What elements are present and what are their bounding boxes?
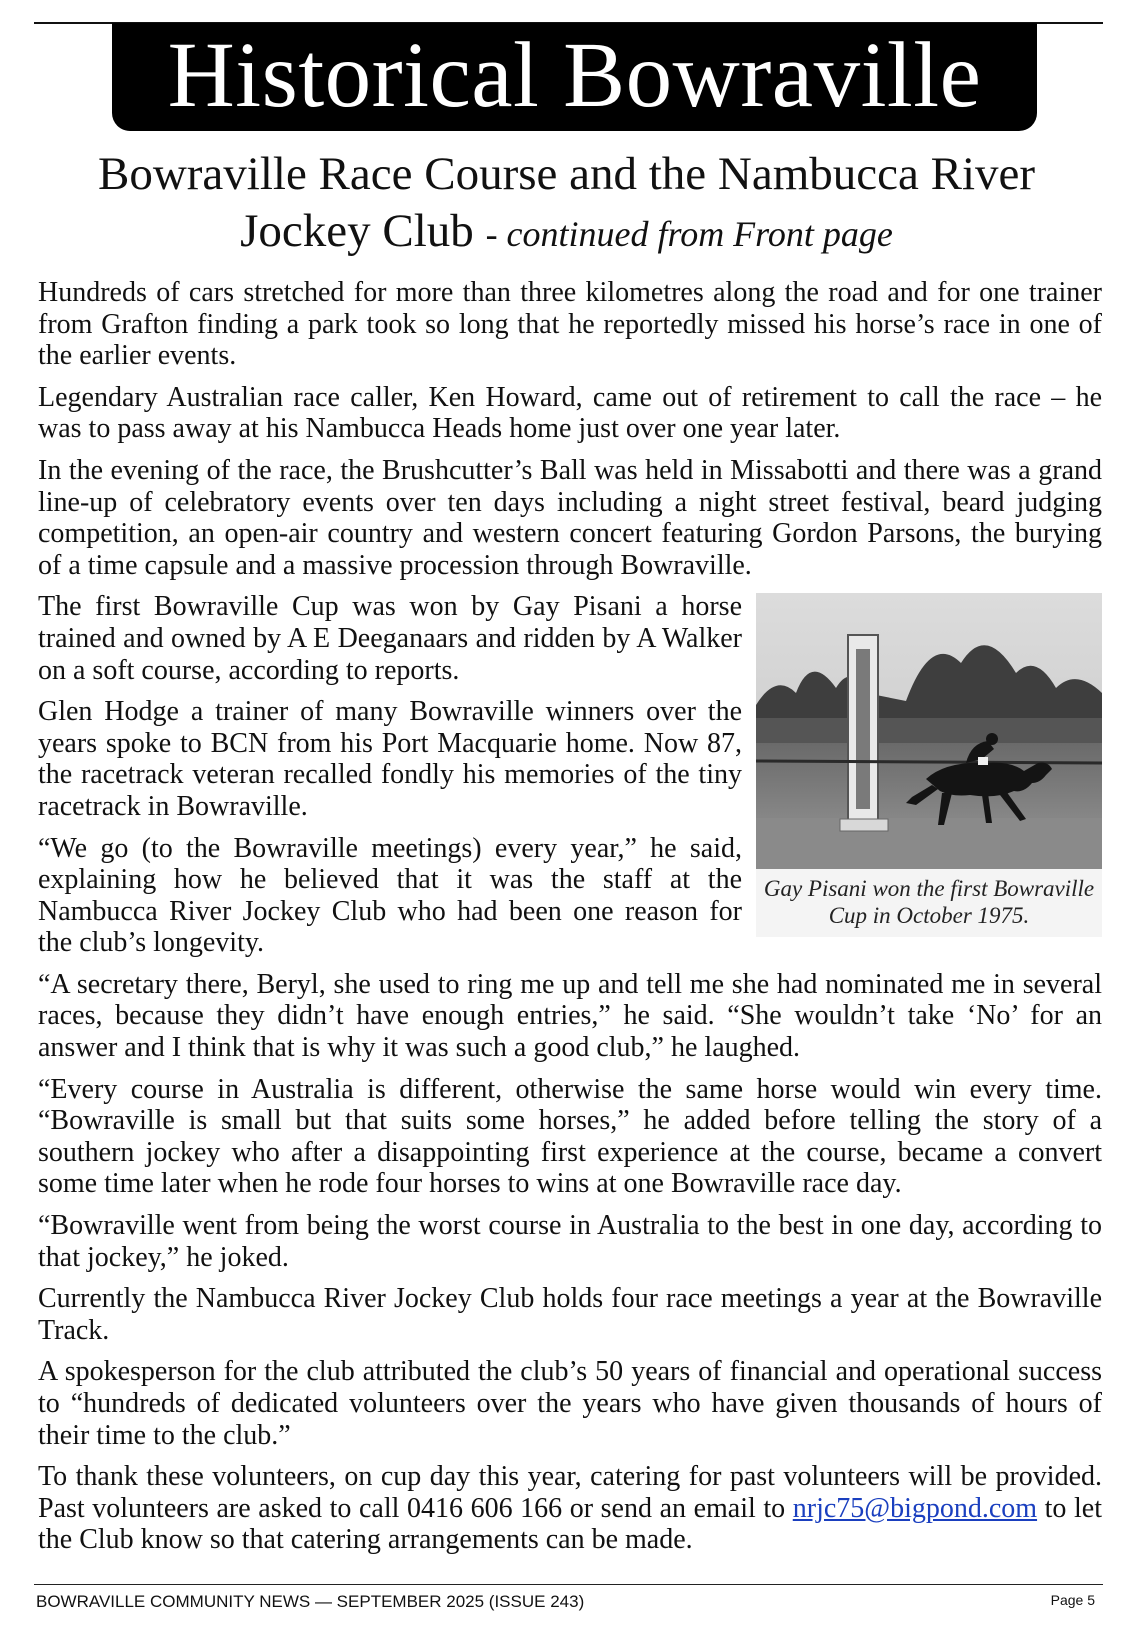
paragraph: A spokesperson for the club attributed the club’s 50 years of financial and operational success to “hundreds of dedicated volunteers over the years who have given thousands of hours of their time to the club.” (38, 1356, 1102, 1451)
photo-figure (756, 593, 1102, 937)
paragraph: “Bowraville went from being the worst course in Australia to the best in one day, according to that jockey,” he joked. (38, 1210, 1102, 1273)
paragraph: Legendary Australian race caller, Ken Howard, came out of retirement to call the race – he was to pass away at his Nambucca Heads home just over one year later. (38, 381, 1102, 445)
paragraph: Glen Hodge a trainer of many Bowraville winners over the years spoke to BCN from his Port Macquarie home. Now 87, the racetrack veteran recalled fondly his memories of the tiny racetrack in Bowraville. (38, 696, 742, 822)
paragraph-text: to let the Club know so that catering arrangements can be made. (38, 1492, 1103, 1556)
page-number: Page 5 (1050, 1592, 1095, 1608)
section-banner (112, 23, 1037, 131)
footer-rule (34, 1584, 1103, 1585)
article-headline: Bowraville Race Course and the Nambucca River Jockey Club (97, 148, 1036, 257)
paragraph: “A secretary there, Beryl, she used to ring me up and tell me she had nominated me in several races, because they didn’t have enough entries,” he said. “She wouldn’t take ‘No’ for an answer and I think that is why it was such a good club,” he laughed. (38, 968, 1102, 1064)
paragraph: Hundreds of cars stretched for more than three kilometres along the road and for one trainer from Grafton finding a park took so long that he reportedly missed his horse’s race in one of the earlier events. (38, 277, 1102, 372)
publication-info: BOWRAVILLE COMMUNITY NEWS — SEPTEMBER 2025 (ISSUE 243) (36, 1592, 585, 1611)
article-body (38, 277, 1102, 1566)
paragraph: Currently the Nambucca River Jockey Club holds four race meetings a year at the Bowraville Track. (38, 1283, 1102, 1346)
article-headline-block (30, 146, 1103, 263)
horse-race-photo (756, 593, 1102, 869)
paragraph: “We go (to the Bowraville meetings) every year,” he said, explaining how he believed that it was the staff at the Nambucca River Jockey Club who had been one reason for the club’s longevity. (38, 832, 742, 959)
photo-caption: Gay Pisani won the first Bowraville Cup in October 1975. (763, 876, 1095, 929)
continued-note: - continued from Front page (485, 214, 893, 254)
paragraph-last (38, 1461, 1102, 1556)
paragraph: The first Bowraville Cup was won by Gay Pisani a horse trained and owned by A E Deeganaars and ridden by A Walker on a soft course, according to reports. (38, 591, 742, 686)
paragraph-text: To thank these volunteers, on cup day this year, catering for past volunteers will be provided. Past volunteers are asked to call 0416 606 166 or send an email to (38, 1461, 1102, 1524)
paragraph: “Every course in Australia is different, otherwise the same horse would win every time. “Bowraville is small but that suits some horses,” he added before telling the story of a southern jockey who after a disappointing first experience at the course, became a convert some time later when he rode four horses to wins at one Bowraville race day. (38, 1073, 1102, 1200)
email-link[interactable]: nrjc75@bigpond.com (792, 1492, 1038, 1524)
section-title: Historical Bowraville (167, 23, 982, 127)
paragraph: In the evening of the race, the Brushcutter’s Ball was held in Missabotti and there was a grand line-up of celebratory events over ten days including a night street festival, beard judging competition, an open-air country and western concert featuring Gordon Parsons, the burying of a time capsule and a massive procession through Bowraville. (38, 454, 1102, 581)
